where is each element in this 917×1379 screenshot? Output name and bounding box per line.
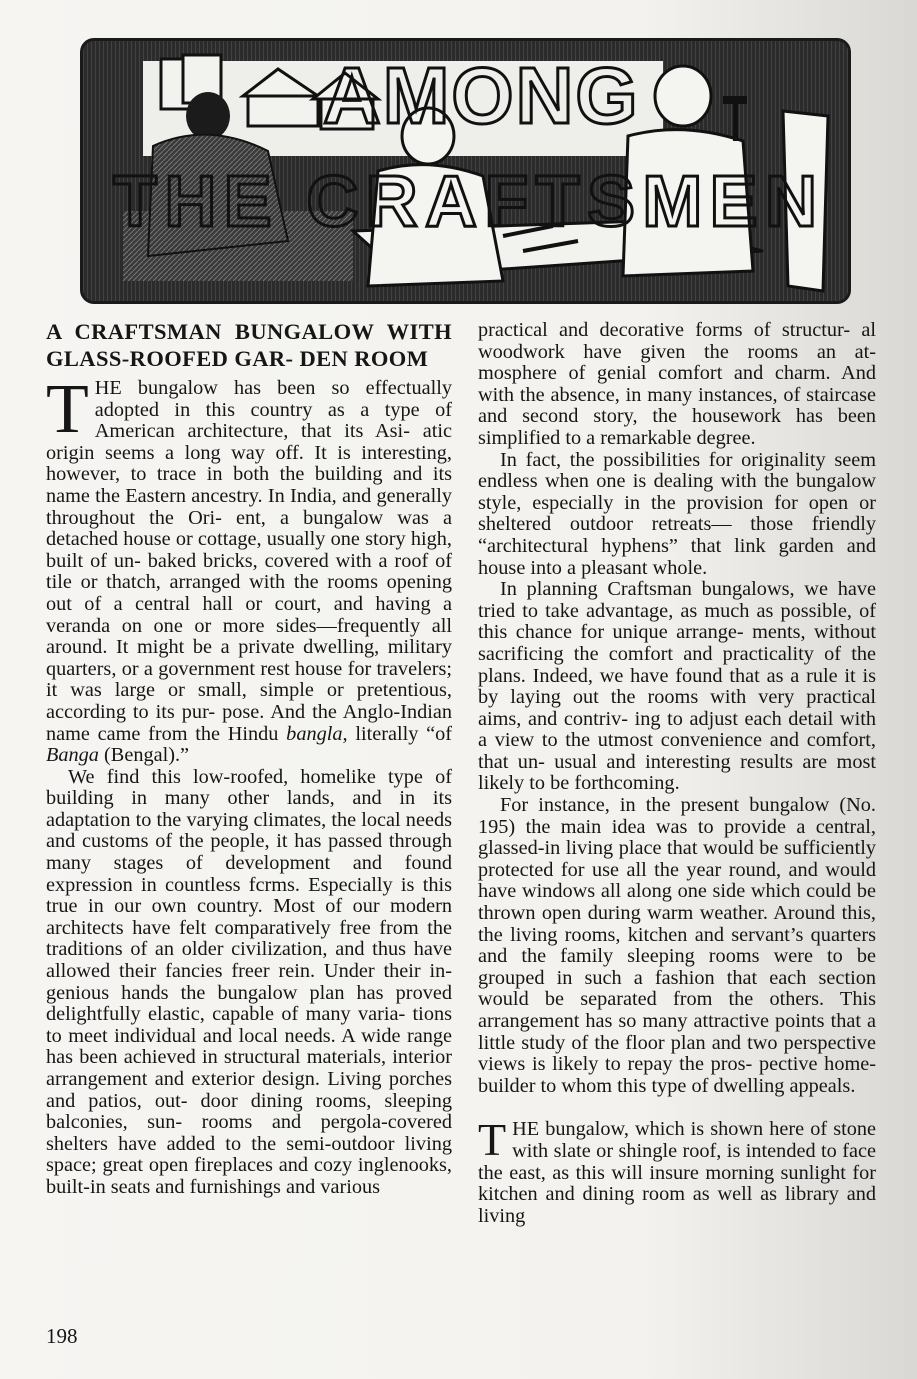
paragraph-6: For instance, in the present bungalow (No. 195) the main idea was to provide a central, glassed-in living place that would be sufficiently protected for use all the year round, and would have windows all along one side which could be thrown open during warm weather. Around this, the living rooms, kitchen and servant’s quarters and the family sleeping rooms were to be grouped in such a fashion that each section would be separated from the others. This arrangement has so many attractive points that a little study of the floor plan and two perspective views is likely to repay the pros- pective home-builder to whom this type of dwelling appeals. bbox=[478, 794, 876, 1097]
paragraph-7: THE bungalow, which is shown here of stone with slate or shingle roof, is intended to face the east, as this will insure morning sunlight for kitchen and dining room as well as library and living bbox=[478, 1114, 876, 1227]
right-column bbox=[478, 320, 876, 1227]
page-number: 198 bbox=[46, 1324, 78, 1348]
paragraph-2: We find this low-roofed, homelike type of building in many other lands, and in its adaptation to the varying climates, the local needs and customs of the people, it has passed through many stages of development and found expression in countless fcrms. Especially is this true in our own country. Most of our modern architects have felt comparatively free from the traditions of an older civilization, and thus have allowed their fancies freer rein. Under their in- genious hands the bungalow plan has proved delightfully elastic, capable of many varia- tions to meet individual and local needs. A wide range has been achieved in structural materials, interior arrangement and exterior design. Living porches and patios, out- door dining rooms, sleeping balconies, sun- rooms and pergola-covered shelters have added to the semi-outdoor living space; great open fireplaces and cozy inglenooks, built-in seats and furnishings and various bbox=[46, 765, 452, 1198]
drop-cap-2: T bbox=[478, 1114, 507, 1166]
article-title: A CRAFTSMAN BUNGALOW WITH GLASS-ROOFED GAR- DEN ROOM bbox=[46, 319, 452, 371]
drop-cap: T bbox=[46, 371, 89, 448]
header-illustration bbox=[80, 38, 851, 304]
paragraph-4: In fact, the possibilities for originality seem endless when one is dealing with the bungalow style, especially in the provision for open or sheltered outdoor retreats— those friendly “architectural hyphens” that link garden and house into a pleasant whole. bbox=[478, 448, 876, 579]
left-column bbox=[46, 318, 452, 1199]
paragraph-1: THE bungalow has been so effectually adopted in this country as a type of American architecture, that its Asi- atic origin seems a long way off. It is interesting, however, to trace in both the building and its name the Eastern ancestry. In India, and generally throughout the Ori- ent, a bungalow was a detached house or cottage, usually one story high, built of un- baked bricks, covered with a roof of tile or thatch, arranged with the rooms opening out of a central hall or court, and having a veranda on one or more sides—frequently all around. It might be a private dwelling, military quarters, or a government rest house for travelers; it was large or small, simple or pretentious, according to its pur- pose. And the Anglo-Indian name came from the Hindu bangla, literally “of Banga (Bengal).” bbox=[46, 371, 452, 767]
banner-title-line1: AMONG bbox=[323, 51, 640, 140]
paragraph-5: In planning Craftsman bungalows, we have tried to take advantage, as much as possible, of this chance for unique arrange- ments, without sacrificing the comfort and practicality of the plans. Indeed, we have found that as a rule it is by laying out the rooms with very practical aims, and contriv- ing to adjust each detail with a view to the utmost convenience and comfort, that un- usual and interesting results are most likely to be forthcoming. bbox=[478, 578, 876, 795]
paragraph-3: practical and decorative forms of structur- al woodwork have given the rooms an at- mosphere of genial comfort and charm. And with the absence, in many instances, of staircase and second story, the housework has been simplified to a remarkable degree. bbox=[478, 319, 876, 449]
banner-title-line2: THE CRAFTSMEN bbox=[113, 162, 818, 242]
